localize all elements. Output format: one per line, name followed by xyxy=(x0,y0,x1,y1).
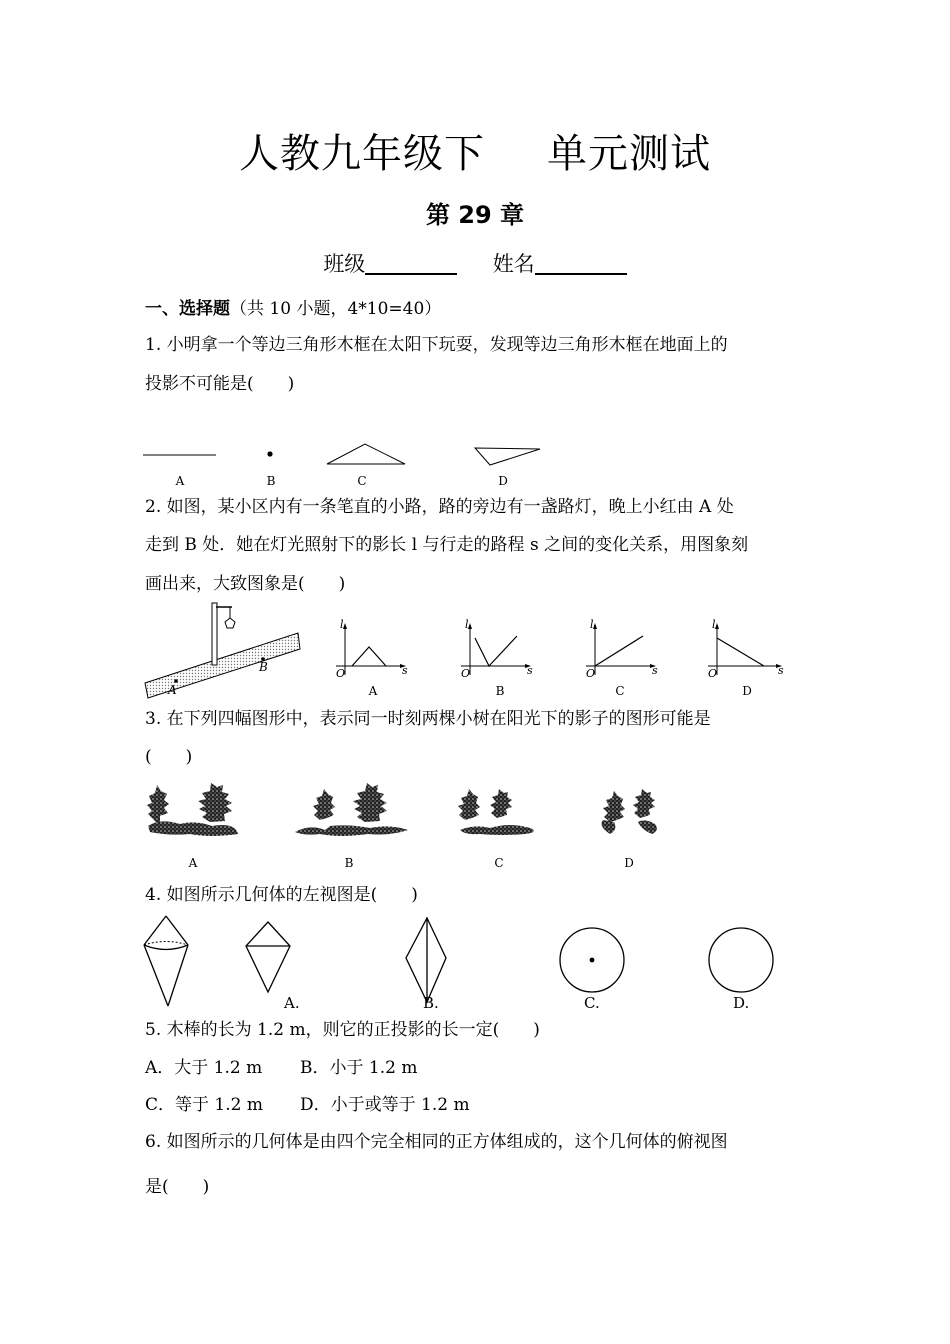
title-left: 人教九年级下 xyxy=(239,131,485,177)
q4-label-a: A. xyxy=(284,994,300,1012)
q3-label-c: C xyxy=(494,856,504,870)
q2-d-axis-s: s xyxy=(778,664,784,677)
q4-solid xyxy=(144,916,188,1006)
q1-line1: 1. 小明拿一个等边三角形木框在太阳下玩耍，发现等边三角形木框在地面上的 xyxy=(145,335,728,355)
q2-label-c: C xyxy=(615,684,625,698)
q3-figures xyxy=(140,778,670,848)
section-title: 一、选择题 xyxy=(145,299,230,319)
q3-figure-b xyxy=(295,783,408,836)
q3-figure-a xyxy=(147,783,238,836)
q2-line1: 2. 如图，某小区内有一条笔直的小路，路的旁边有一盏路灯，晚上小红由 A 处 xyxy=(145,497,734,517)
q2-scene-label-b: B xyxy=(259,660,268,674)
q5-option-c: C．等于 1.2 m xyxy=(145,1095,263,1115)
q4-option-d xyxy=(709,928,773,992)
name-label: 姓名 xyxy=(492,252,535,276)
q2-graph-d-curve xyxy=(717,638,764,666)
q4-option-a xyxy=(246,922,290,992)
q2-label-a: A xyxy=(368,684,378,698)
q3-line2: ( ) xyxy=(145,747,193,767)
q2-label-b: B xyxy=(495,684,505,698)
q1-figure-c-triangle xyxy=(327,444,405,464)
q2-graph-b-curve xyxy=(475,636,517,666)
q2-c-axis-l: l xyxy=(590,618,594,631)
q5-option-a: A．大于 1.2 m xyxy=(145,1058,263,1078)
q1-figures xyxy=(140,438,560,468)
chapter-title: 第 29 章 xyxy=(425,201,525,229)
section-note: （共 10 小题，4*10=40） xyxy=(230,299,442,319)
q6-line1: 6. 如图所示的几何体是由四个完全相同的正方体组成的，这个几何体的俯视图 xyxy=(145,1132,728,1152)
q2-c-axis-s: s xyxy=(652,664,658,677)
q3-figure-c xyxy=(458,789,534,835)
q2-b-origin: O xyxy=(461,667,471,680)
q2-graph-a-curve xyxy=(352,647,386,666)
q2-lamp-icon xyxy=(225,618,235,628)
q2-scene-label-a: A xyxy=(168,683,177,697)
q2-d-axis-l: l xyxy=(712,618,716,631)
section-heading xyxy=(145,297,815,321)
q4-option-b xyxy=(406,918,446,1002)
q6-line2: 是( ) xyxy=(145,1177,210,1197)
q1-label-a: A xyxy=(175,474,185,488)
q2-d-origin: O xyxy=(708,667,718,680)
q4-figures xyxy=(138,910,788,1010)
name-blank[interactable] xyxy=(535,251,627,275)
q1-label-d: D xyxy=(498,474,508,488)
q5-option-d: D．小于或等于 1.2 m xyxy=(300,1095,470,1115)
q1-figure-d-triangle xyxy=(475,448,540,465)
q2-line3: 画出来，大致图象是( ) xyxy=(145,574,346,594)
q2-lamp-post xyxy=(212,603,217,665)
q2-b-axis-l: l xyxy=(465,618,469,631)
q3-line1: 3. 在下列四幅图形中，表示同一时刻两棵小树在阳光下的影子的图形可能是 xyxy=(145,709,711,729)
title-right: 单元测试 xyxy=(547,131,711,177)
q3-figure-d xyxy=(602,789,657,834)
class-blank[interactable] xyxy=(365,251,457,275)
q2-scene xyxy=(140,600,310,700)
class-name-line xyxy=(0,248,950,280)
q4-label-d: D. xyxy=(733,994,750,1012)
q2-b-axis-s: s xyxy=(527,664,533,677)
q1-label-c: C xyxy=(357,474,367,488)
q3-label-d: D xyxy=(624,856,634,870)
q4-label-b: B. xyxy=(423,994,439,1012)
q2-a-origin: O xyxy=(336,667,346,680)
page-title xyxy=(0,128,950,180)
q1-label-b: B xyxy=(266,474,276,488)
q2-a-axis-s: s xyxy=(402,664,408,677)
q1-line2: 投影不可能是( ) xyxy=(145,374,295,394)
q3-label-b: B xyxy=(344,856,354,870)
q2-line2: 走到 B 处．她在灯光照射下的影长 l 与行走的路程 s 之间的变化关系，用图象刻 xyxy=(145,535,749,555)
q1-figure-b-point xyxy=(267,451,272,456)
q5-line1: 5. 木棒的长为 1.2 m，则它的正投影的长一定( ) xyxy=(145,1020,540,1040)
q3-label-a: A xyxy=(188,856,198,870)
q4-option-c xyxy=(560,928,624,992)
q2-label-d: D xyxy=(742,684,752,698)
q2-a-axis-l: l xyxy=(340,618,344,631)
q4-line1: 4. 如图所示几何体的左视图是( ) xyxy=(145,885,418,905)
q4-label-c: C. xyxy=(584,994,600,1012)
q2-c-origin: O xyxy=(586,667,596,680)
q2-graph-c-curve xyxy=(595,636,643,666)
q5-option-b: B．小于 1.2 m xyxy=(300,1058,418,1078)
class-label: 班级 xyxy=(323,252,366,276)
